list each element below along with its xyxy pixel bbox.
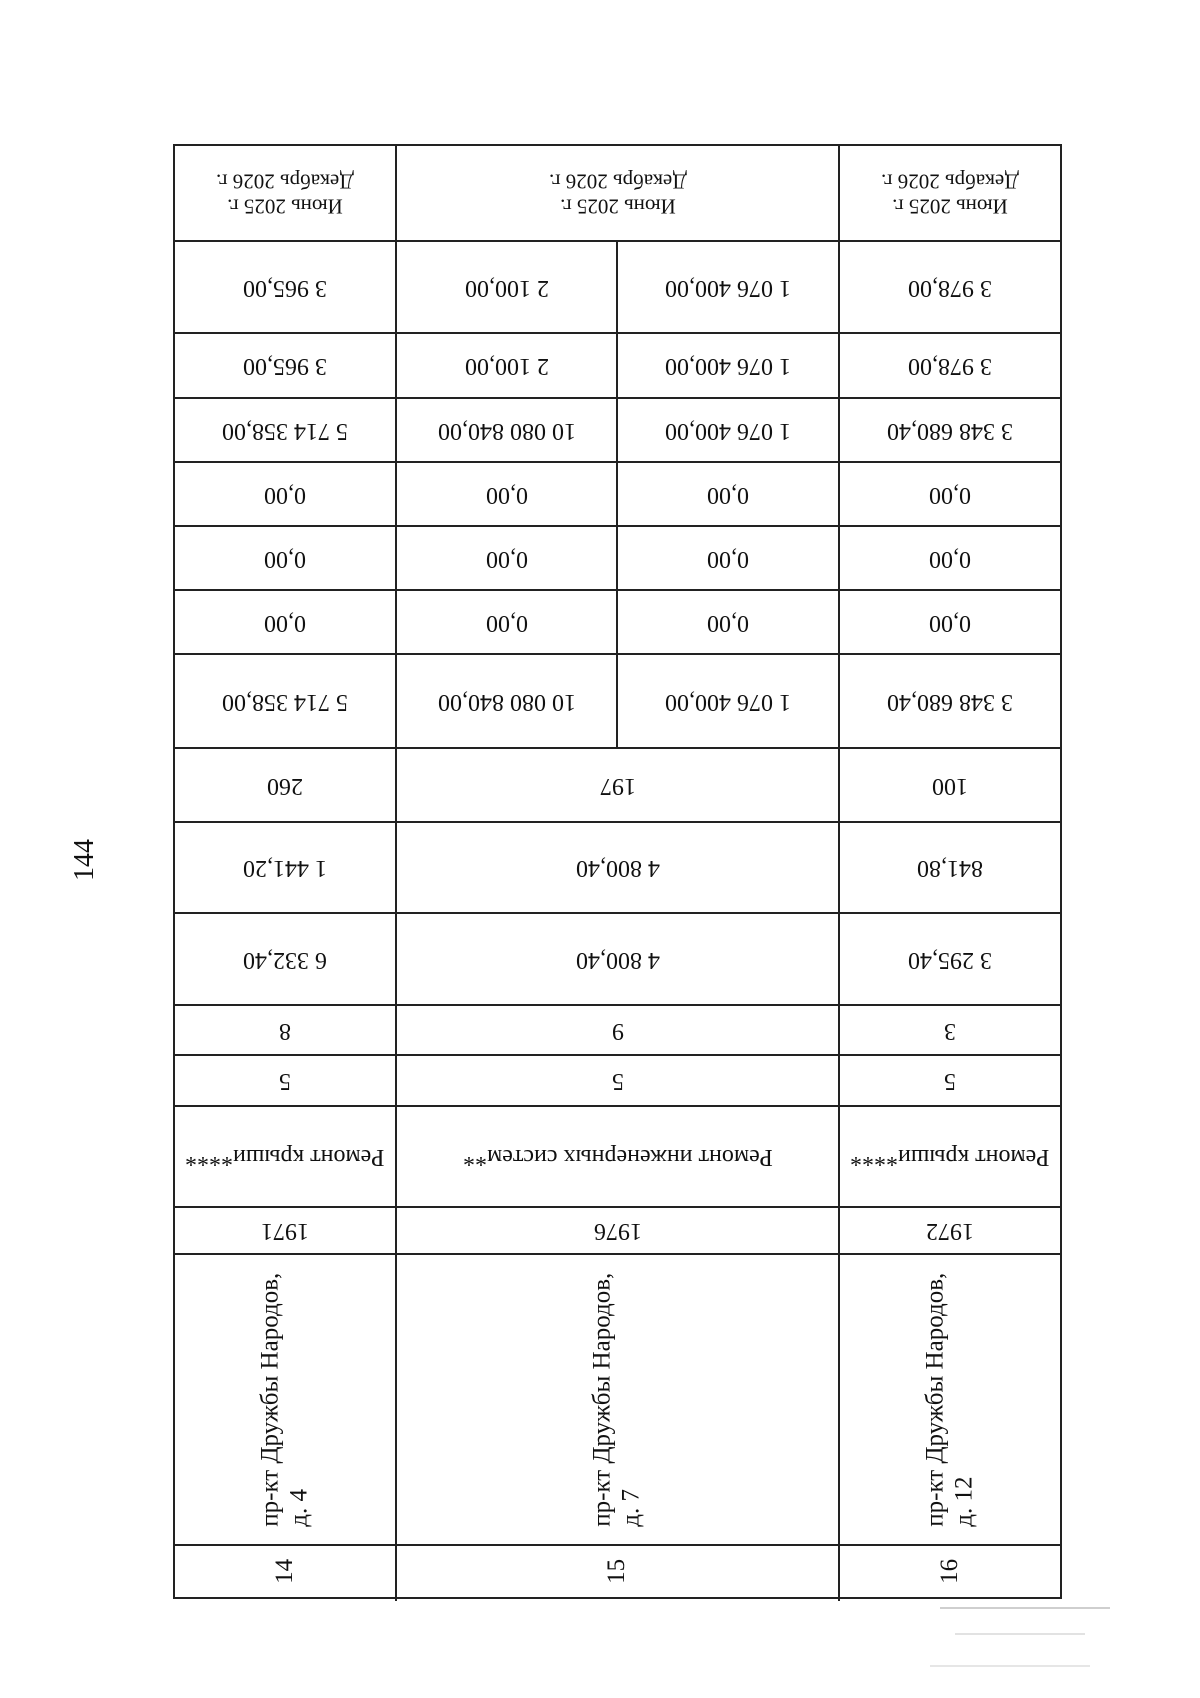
address-cell: пр-кт Дружбы Народов, д. 4: [256, 1272, 313, 1527]
page-number: 144: [69, 839, 100, 881]
period-cell: Июнь 2025 г. Декабрь 2026 г.: [216, 169, 354, 219]
zero-cell: 0,00: [707, 609, 749, 636]
area-cell: 260: [267, 772, 303, 799]
scan-artifact: [940, 1607, 1110, 1609]
period-cell: Июнь 2025 г. Декабрь 2026 г.: [548, 169, 687, 219]
sum-cell: 10 080 840,00: [437, 417, 576, 444]
row-index-cell: 14: [270, 1559, 298, 1584]
zero-cell: 0,00: [485, 481, 528, 508]
row-index-cell: 15: [603, 1559, 631, 1584]
scan-artifact: [930, 1665, 1090, 1667]
address-cell: пр-кт Дружбы Народов, д. 12: [921, 1272, 978, 1527]
period-cell: Июнь 2025 г. Декабрь 2026 г.: [881, 169, 1019, 219]
year-cell: 1971: [261, 1217, 309, 1244]
zero-cell: 0,00: [264, 545, 306, 572]
price-cell: 3 978,00: [908, 274, 992, 301]
scan-artifact: [955, 1633, 1085, 1635]
price-cell: 3 965,00: [243, 352, 327, 379]
sum-cell: 1 076 400,00: [665, 688, 791, 715]
zero-cell: 0,00: [929, 481, 971, 508]
number-cell: 5: [611, 1067, 624, 1094]
unit-cost-cell: 1 441,20: [243, 854, 327, 881]
unit-cost-cell: 841,80: [917, 854, 983, 881]
zero-cell: 0,00: [264, 609, 306, 636]
work-type-cell: Ремонт инженерных систем**: [462, 1143, 773, 1170]
work-type-cell: Ремонт крыши****: [185, 1143, 385, 1170]
sum-cell: 1 076 400,00: [665, 417, 791, 444]
number-cell: 8: [279, 1017, 291, 1044]
zero-cell: 0,00: [485, 545, 528, 572]
area-cell: 197: [599, 772, 636, 799]
total-cost-cell: 4 800,40: [575, 946, 660, 973]
price-cell: 2 100,00: [464, 274, 549, 301]
area-cell: 100: [932, 772, 968, 799]
number-cell: 9: [611, 1017, 624, 1044]
price-cell: 1 076 400,00: [665, 352, 791, 379]
number-cell: 5: [279, 1067, 291, 1094]
price-cell: 3 965,00: [243, 274, 327, 301]
number-cell: 5: [944, 1067, 956, 1094]
zero-cell: 0,00: [485, 609, 528, 636]
price-cell: 1 076 400,00: [665, 274, 791, 301]
zero-cell: 0,00: [707, 545, 749, 572]
address-cell: пр-кт Дружбы Народов, д. 7: [588, 1272, 645, 1527]
sum-cell: 3 348 680,40: [887, 688, 1013, 715]
price-cell: 3 978,00: [908, 352, 992, 379]
zero-cell: 0,00: [929, 609, 971, 636]
total-cost-cell: 6 332,40: [243, 946, 327, 973]
year-cell: 1972: [926, 1217, 974, 1244]
sum-cell: 10 080 840,00: [437, 688, 576, 715]
total-cost-cell: 3 295,40: [908, 946, 992, 973]
zero-cell: 0,00: [929, 545, 971, 572]
number-cell: 3: [944, 1017, 956, 1044]
sum-cell: 5 714 358,00: [222, 688, 348, 715]
sum-cell: 5 714 358,00: [222, 417, 348, 444]
zero-cell: 0,00: [264, 481, 306, 508]
price-cell: 2 100,00: [464, 352, 549, 379]
work-type-cell: Ремонт крыши****: [850, 1143, 1050, 1170]
unit-cost-cell: 4 800,40: [575, 854, 660, 881]
zero-cell: 0,00: [707, 481, 749, 508]
row-index-cell: 16: [935, 1559, 963, 1584]
repair-schedule-table: [173, 144, 1062, 1599]
sum-cell: 3 348 680,40: [887, 417, 1013, 444]
year-cell: 1976: [593, 1217, 642, 1244]
